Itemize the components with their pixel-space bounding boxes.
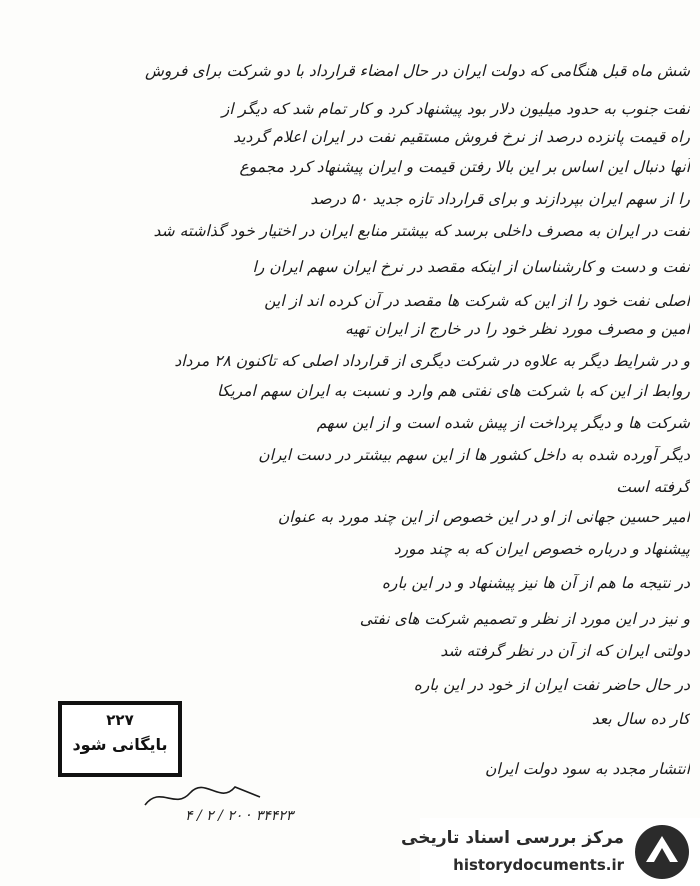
bottom-reference-note: ۳۴۴۲۳ · ۲۰ / ۲ / ۴: [185, 808, 294, 824]
handwritten-line: امیر حسین جهانی از او در این خصوص از این چند مورد به عنوان: [277, 508, 690, 526]
organization-url[interactable]: historydocuments.ir: [453, 856, 624, 874]
handwritten-line: اصلی نفت خود را از این که شرکت ها مقصد در آن کرده اند از این: [264, 292, 690, 310]
handwritten-line: دولتی ایران که از آن در نظر گرفته شد: [440, 642, 690, 660]
stamp-number: ۲۲۷: [106, 711, 134, 729]
handwritten-line: نفت جنوب به حدود میلیون دلار بود پیشنهاد کرد و کار تمام شد که دیگر از: [221, 100, 690, 118]
handwritten-line: گرفته است: [616, 478, 690, 496]
handwritten-line: کار ده سال بعد: [591, 710, 690, 728]
handwritten-line: امین و مصرف مورد نظر خود را در خارج از ایران تهیه: [345, 320, 690, 338]
organization-logo-icon: [632, 822, 692, 882]
handwritten-line: انتشار مجدد به سود دولت ایران: [484, 760, 690, 778]
handwritten-line: نفت و دست و کارشناسان از اینکه مقصد در نرخ ایران سهم ایران را: [252, 258, 690, 276]
archive-stamp: [58, 701, 182, 777]
handwritten-line: دیگر آورده شده به داخل کشور ها از این سهم بیشتر در دست ایران: [258, 446, 690, 464]
handwritten-line: و نیز در این مورد از نظر و تصمیم شرکت های نفتی: [359, 610, 690, 628]
handwritten-line: شرکت ها و دیگر پرداخت از پیش شده است و از این سهم: [316, 414, 690, 432]
handwritten-line: روابط از این که با شرکت های نفتی هم وارد و نسبت به ایران سهم امریکا: [217, 382, 690, 400]
handwritten-line: راه قیمت پانزده درصد از نرخ فروش مستقیم نفت در ایران اعلام گردید: [233, 128, 690, 146]
handwritten-line: نفت در ایران به مصرف داخلی برسد که بیشتر منابع ایران در اختیار خود گذاشته شد: [153, 222, 690, 240]
organization-name: مرکز بررسی اسناد تاریخی: [401, 828, 624, 848]
handwritten-line: در حال حاضر نفت ایران از خود در این باره: [413, 676, 690, 694]
handwritten-line: را از سهم ایران بپردازند و برای قرارداد تازه جدید ۵۰ درصد: [310, 190, 690, 208]
handwritten-line: شش ماه قبل هنگامی که دولت ایران در حال امضاء قرارداد با دو شرکت برای فروش: [145, 62, 690, 80]
handwritten-line: آنها دنبال این اساس بر این بالا رفتن قیمت و ایران پیشنهاد کرد مجموع: [239, 158, 690, 176]
stamp-label: بایگانی شود: [72, 735, 168, 754]
handwritten-line: و در شرایط دیگر به علاوه در شرکت دیگری از قرارداد اصلی که تاکنون ۲۸ مرداد: [174, 352, 690, 370]
handwritten-line: پیشنهاد و درباره خصوص ایران که به چند مورد: [393, 540, 690, 558]
handwritten-line: در نتیجه ما هم از آن ها نیز پیشنهاد و در این باره: [381, 574, 690, 592]
